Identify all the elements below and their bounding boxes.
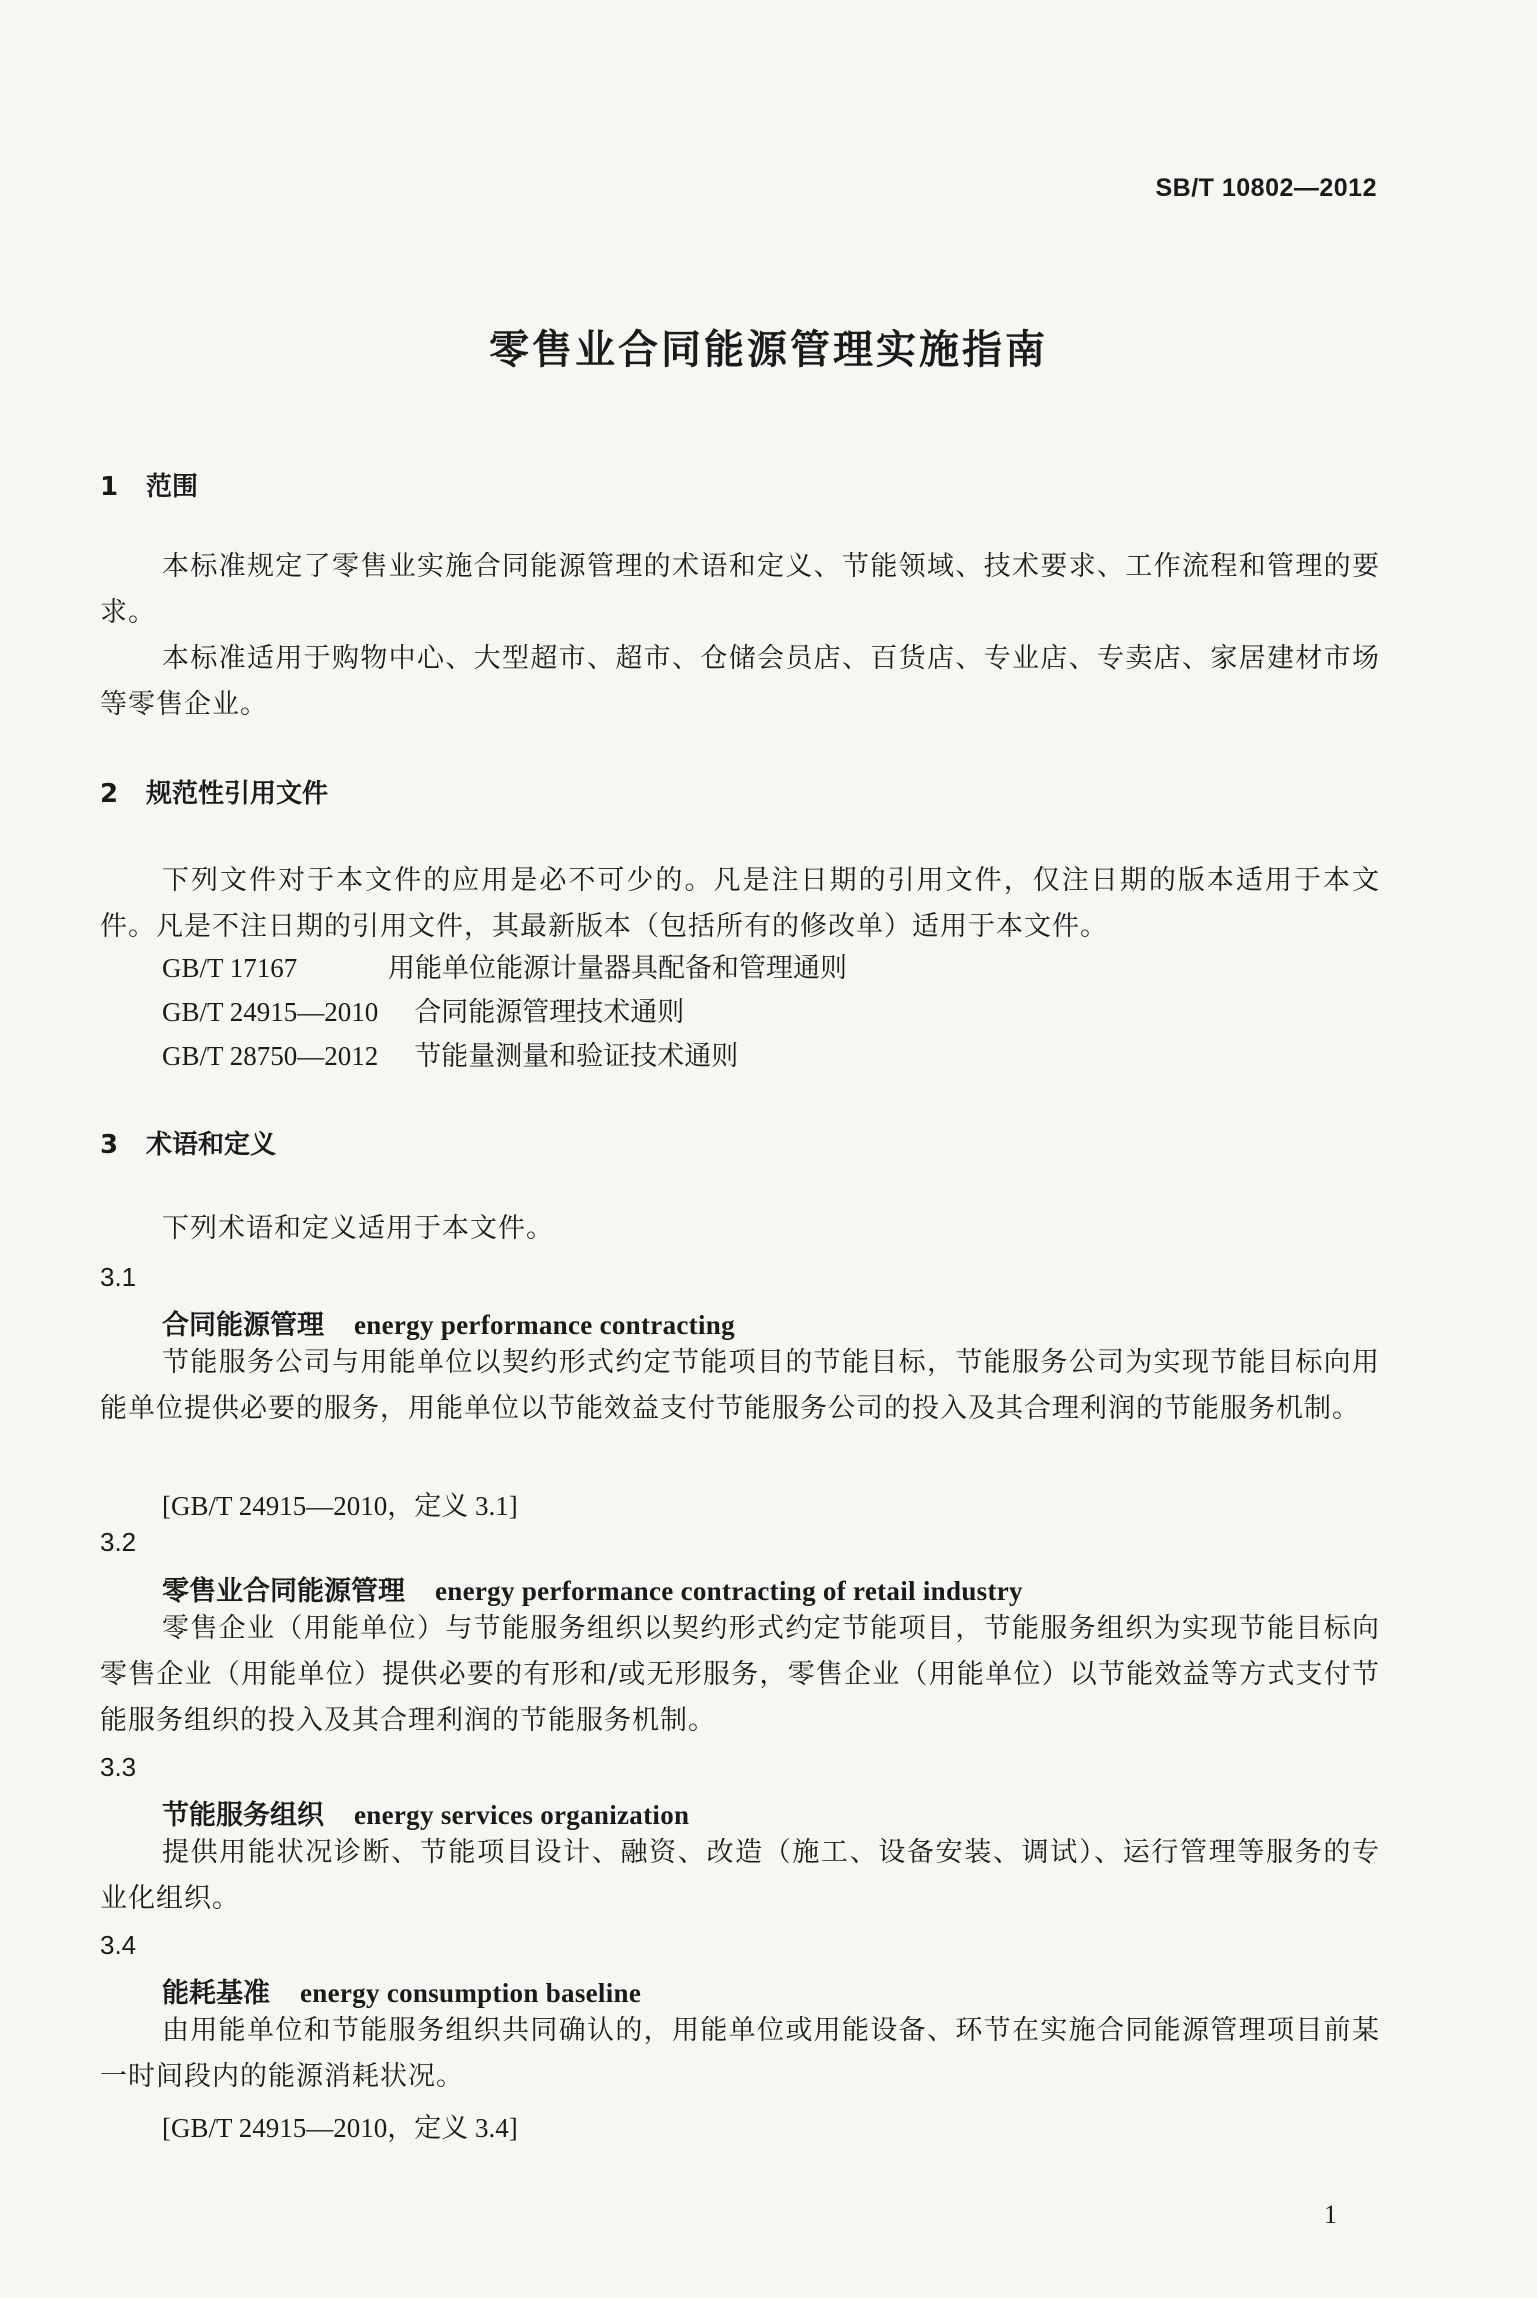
term-heading <box>162 1569 1023 1608</box>
page-number: 1 <box>1324 2200 1337 2229</box>
reference-code: GB/T 17167 <box>162 953 298 983</box>
term-heading <box>162 1971 641 2010</box>
section-heading-2 <box>100 773 328 810</box>
term-en: energy consumption baseline <box>300 1978 642 2008</box>
paragraph: 本标准规定了零售业实施合同能源管理的术语和定义、节能领域、技术要求、工作流程和管理的要求。 <box>100 551 1380 628</box>
reference-title: 用能单位能源计量器具配备和管理通则 <box>388 953 847 984</box>
term-definition: 提供用能状况诊断、节能项目设计、融资、改造（施工、设备安装、调试）、运行管理等服务的专业化组织。 <box>100 1837 1380 1914</box>
reference-item <box>162 1034 738 1079</box>
section-heading-1 <box>100 466 198 503</box>
term-en: energy performance contracting of retail industry <box>435 1576 1023 1606</box>
term-zh: 零售业合同能源管理 <box>162 1576 405 1607</box>
term-zh: 节能服务组织 <box>162 1800 324 1831</box>
term-zh: 能耗基准 <box>162 1978 270 2009</box>
reference-code: GB/T 24915—2010 <box>162 997 379 1027</box>
section-title: 规范性引用文件 <box>146 779 329 809</box>
paragraph: 本标准适用于购物中心、大型超市、超市、仓储会员店、百货店、专业店、专卖店、家居建材市场等零售企业。 <box>100 643 1380 720</box>
paragraph: 下列术语和定义适用于本文件。 <box>162 1213 554 1244</box>
reference-title: 合同能源管理技术通则 <box>414 997 685 1028</box>
section-number: 2 <box>100 779 119 809</box>
standard-code: SB/T 10802—2012 <box>1155 174 1377 202</box>
reference-item <box>162 990 684 1035</box>
section-number: 3 <box>100 1130 119 1160</box>
term-definition: 节能服务公司与用能单位以契约形式约定节能项目的节能目标，节能服务公司为实现节能目标向用能单位提供必要的服务，用能单位以节能效益支付节能服务公司的投入及其合理利润的节能服务机制。 <box>100 1347 1380 1424</box>
term-definition: 由用能单位和节能服务组织共同确认的，用能单位或用能设备、环节在实施合同能源管理项目前某一时间段内的能源消耗状况。 <box>100 2015 1380 2092</box>
document-title: 零售业合同能源管理实施指南 <box>489 327 1048 373</box>
term-zh: 合同能源管理 <box>162 1310 324 1341</box>
reference-item <box>162 946 847 991</box>
clause-number: 3.4 <box>100 1930 137 1960</box>
term-heading <box>162 1793 689 1832</box>
paragraph: 下列文件对于本文件的应用是必不可少的。凡是注日期的引用文件，仅注日期的版本适用于本文件。凡是不注日期的引用文件，其最新版本（包括所有的修改单）适用于本文件。 <box>100 865 1380 942</box>
clause-number: 3.2 <box>100 1527 137 1557</box>
section-heading-3 <box>100 1124 276 1161</box>
section-title: 术语和定义 <box>146 1130 277 1160</box>
term-en: energy performance contracting <box>354 1310 735 1340</box>
term-definition: 零售企业（用能单位）与节能服务组织以契约形式约定节能项目，节能服务组织为实现节能目标向零售企业（用能单位）提供必要的有形和/或无形服务，零售企业（用能单位）以节能效益等方式支付节能服务组织的投入及其合理利润的节能服务机制。 <box>100 1613 1380 1736</box>
term-heading <box>162 1303 735 1342</box>
term-source: [GB/T 24915—2010，定义 3.4] <box>162 2113 518 2143</box>
term-en: energy services organization <box>354 1800 690 1830</box>
section-title: 范围 <box>146 472 199 502</box>
clause-number: 3.3 <box>100 1752 137 1782</box>
clause-number: 3.1 <box>100 1262 137 1292</box>
reference-code: GB/T 28750—2012 <box>162 1041 379 1071</box>
term-source: [GB/T 24915—2010，定义 3.1] <box>162 1491 518 1521</box>
section-number: 1 <box>100 472 119 502</box>
reference-title: 节能量测量和验证技术通则 <box>414 1041 739 1072</box>
